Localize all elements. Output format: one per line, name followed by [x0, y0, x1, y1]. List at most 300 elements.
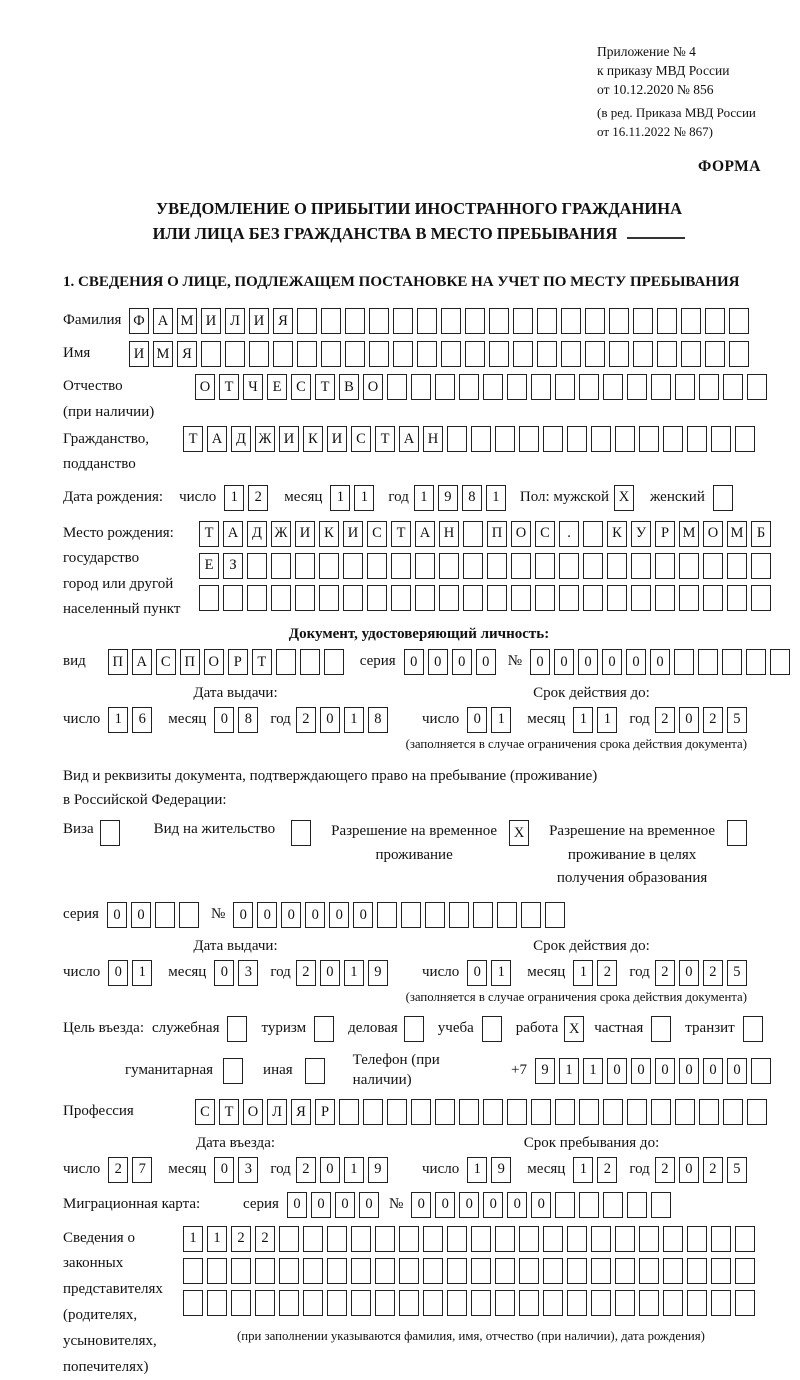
char-box[interactable] [727, 585, 747, 611]
char-box[interactable] [735, 1290, 755, 1316]
char-box[interactable] [387, 1099, 407, 1125]
char-box[interactable] [746, 649, 766, 675]
char-box[interactable]: Ч [243, 374, 263, 400]
char-box[interactable] [663, 1258, 683, 1284]
char-box[interactable] [404, 1016, 424, 1042]
char-box[interactable]: 0 [459, 1192, 479, 1218]
char-box[interactable] [663, 1290, 683, 1316]
char-box[interactable]: С [535, 521, 555, 547]
char-box[interactable]: О [243, 1099, 263, 1125]
char-box[interactable]: 2 [597, 960, 617, 986]
char-box[interactable] [375, 1226, 395, 1252]
char-box[interactable]: Я [273, 308, 293, 334]
char-box[interactable]: 6 [132, 707, 152, 733]
char-box[interactable] [295, 553, 315, 579]
char-box[interactable] [543, 1290, 563, 1316]
char-box[interactable] [591, 1258, 611, 1284]
char-box[interactable]: 9 [438, 485, 458, 511]
char-box[interactable] [463, 585, 483, 611]
char-box[interactable] [300, 649, 320, 675]
char-box[interactable]: М [153, 341, 173, 367]
char-box[interactable] [543, 1226, 563, 1252]
char-box[interactable]: 0 [428, 649, 448, 675]
char-box[interactable] [751, 553, 771, 579]
char-box[interactable] [463, 553, 483, 579]
char-box[interactable] [657, 308, 677, 334]
char-box[interactable] [711, 1290, 731, 1316]
char-box[interactable]: 3 [238, 960, 258, 986]
char-box[interactable]: 2 [655, 960, 675, 986]
char-box[interactable] [511, 585, 531, 611]
char-box[interactable]: 1 [344, 707, 364, 733]
char-box[interactable] [231, 1290, 251, 1316]
char-box[interactable] [276, 649, 296, 675]
char-box[interactable]: 0 [359, 1192, 379, 1218]
char-box[interactable]: 9 [535, 1058, 555, 1084]
char-box[interactable]: С [195, 1099, 215, 1125]
char-box[interactable] [319, 585, 339, 611]
char-box[interactable]: Т [391, 521, 411, 547]
char-box[interactable] [567, 1290, 587, 1316]
char-box[interactable] [603, 1099, 623, 1125]
char-box[interactable]: И [249, 308, 269, 334]
char-box[interactable]: 2 [248, 485, 268, 511]
char-box[interactable]: И [343, 521, 363, 547]
char-box[interactable]: С [291, 374, 311, 400]
char-box[interactable] [545, 902, 565, 928]
char-box[interactable] [417, 308, 437, 334]
char-box[interactable] [633, 308, 653, 334]
char-box[interactable] [679, 553, 699, 579]
char-box[interactable] [439, 553, 459, 579]
char-box[interactable] [471, 426, 491, 452]
char-box[interactable] [591, 1290, 611, 1316]
char-box[interactable]: 0 [679, 960, 699, 986]
char-box[interactable] [627, 374, 647, 400]
char-box[interactable] [223, 585, 243, 611]
char-box[interactable] [655, 585, 675, 611]
char-box[interactable] [687, 1258, 707, 1284]
char-box[interactable]: М [727, 521, 747, 547]
char-box[interactable] [345, 341, 365, 367]
char-box[interactable]: Р [655, 521, 675, 547]
char-box[interactable] [351, 1290, 371, 1316]
char-box[interactable] [751, 1058, 771, 1084]
char-box[interactable] [417, 341, 437, 367]
char-box[interactable]: 0 [214, 1157, 234, 1183]
char-box[interactable]: Л [267, 1099, 287, 1125]
char-box[interactable]: С [351, 426, 371, 452]
char-box[interactable] [567, 426, 587, 452]
char-box[interactable]: 1 [597, 707, 617, 733]
char-box[interactable]: 5 [727, 707, 747, 733]
char-box[interactable] [519, 1226, 539, 1252]
char-box[interactable] [639, 1290, 659, 1316]
char-box[interactable]: С [156, 649, 176, 675]
char-box[interactable]: А [415, 521, 435, 547]
char-box[interactable] [729, 308, 749, 334]
char-box[interactable]: З [223, 553, 243, 579]
char-box[interactable]: 1 [467, 1157, 487, 1183]
char-box[interactable]: 1 [132, 960, 152, 986]
char-box[interactable]: Т [219, 1099, 239, 1125]
char-box[interactable]: 0 [320, 960, 340, 986]
char-box[interactable] [495, 1226, 515, 1252]
char-box[interactable] [705, 308, 725, 334]
char-box[interactable] [183, 1290, 203, 1316]
char-box[interactable] [441, 308, 461, 334]
char-box[interactable]: 0 [483, 1192, 503, 1218]
char-box[interactable]: Р [315, 1099, 335, 1125]
char-box[interactable]: И [129, 341, 149, 367]
char-box[interactable] [482, 1016, 502, 1042]
char-box[interactable]: И [201, 308, 221, 334]
char-box[interactable]: О [195, 374, 215, 400]
char-box[interactable]: 0 [655, 1058, 675, 1084]
char-box[interactable]: 0 [435, 1192, 455, 1218]
char-box[interactable] [679, 585, 699, 611]
char-box[interactable] [425, 902, 445, 928]
char-box[interactable]: 2 [703, 1157, 723, 1183]
char-box[interactable] [225, 341, 245, 367]
char-box[interactable] [279, 1290, 299, 1316]
char-box[interactable] [201, 341, 221, 367]
char-box[interactable]: 5 [727, 960, 747, 986]
char-box[interactable]: X [509, 820, 529, 846]
char-box[interactable]: Е [267, 374, 287, 400]
char-box[interactable] [531, 1099, 551, 1125]
char-box[interactable] [447, 1290, 467, 1316]
char-box[interactable]: 0 [329, 902, 349, 928]
char-box[interactable]: П [487, 521, 507, 547]
char-box[interactable] [199, 585, 219, 611]
char-box[interactable]: К [303, 426, 323, 452]
char-box[interactable] [327, 1290, 347, 1316]
char-box[interactable] [279, 1226, 299, 1252]
char-box[interactable] [727, 820, 747, 846]
char-box[interactable]: 0 [305, 902, 325, 928]
char-box[interactable]: 0 [335, 1192, 355, 1218]
char-box[interactable] [507, 374, 527, 400]
char-box[interactable] [423, 1290, 443, 1316]
char-box[interactable] [399, 1258, 419, 1284]
char-box[interactable] [179, 902, 199, 928]
char-box[interactable] [471, 1226, 491, 1252]
char-box[interactable]: О [204, 649, 224, 675]
char-box[interactable]: 1 [344, 1157, 364, 1183]
char-box[interactable] [631, 553, 651, 579]
char-box[interactable] [699, 374, 719, 400]
char-box[interactable] [339, 1099, 359, 1125]
char-box[interactable]: П [108, 649, 128, 675]
char-box[interactable] [699, 1099, 719, 1125]
char-box[interactable]: С [367, 521, 387, 547]
char-box[interactable]: И [327, 426, 347, 452]
char-box[interactable] [579, 1192, 599, 1218]
char-box[interactable]: 0 [107, 902, 127, 928]
char-box[interactable] [655, 553, 675, 579]
char-box[interactable] [223, 1058, 243, 1084]
char-box[interactable] [747, 1099, 767, 1125]
char-box[interactable] [561, 341, 581, 367]
char-box[interactable] [627, 1192, 647, 1218]
char-box[interactable]: Я [177, 341, 197, 367]
char-box[interactable] [535, 553, 555, 579]
char-box[interactable]: 8 [462, 485, 482, 511]
char-box[interactable]: 1 [344, 960, 364, 986]
char-box[interactable] [471, 1290, 491, 1316]
char-box[interactable] [393, 308, 413, 334]
char-box[interactable]: 8 [238, 707, 258, 733]
char-box[interactable]: Т [252, 649, 272, 675]
char-box[interactable] [465, 308, 485, 334]
char-box[interactable] [674, 649, 694, 675]
char-box[interactable] [375, 1290, 395, 1316]
char-box[interactable]: 1 [354, 485, 374, 511]
char-box[interactable] [447, 1226, 467, 1252]
char-box[interactable] [555, 1099, 575, 1125]
char-box[interactable] [231, 1258, 251, 1284]
char-box[interactable] [393, 341, 413, 367]
char-box[interactable]: И [279, 426, 299, 452]
char-box[interactable]: А [132, 649, 152, 675]
char-box[interactable] [559, 553, 579, 579]
char-box[interactable] [687, 426, 707, 452]
char-box[interactable] [513, 341, 533, 367]
char-box[interactable]: 0 [679, 1157, 699, 1183]
char-box[interactable]: 0 [727, 1058, 747, 1084]
char-box[interactable] [561, 308, 581, 334]
char-box[interactable]: О [511, 521, 531, 547]
char-box[interactable]: 0 [320, 707, 340, 733]
char-box[interactable]: . [559, 521, 579, 547]
char-box[interactable] [321, 341, 341, 367]
char-box[interactable]: А [153, 308, 173, 334]
char-box[interactable] [303, 1290, 323, 1316]
char-box[interactable] [555, 374, 575, 400]
char-box[interactable]: А [207, 426, 227, 452]
char-box[interactable]: 0 [320, 1157, 340, 1183]
char-box[interactable]: 0 [554, 649, 574, 675]
char-box[interactable] [207, 1258, 227, 1284]
char-box[interactable]: 1 [224, 485, 244, 511]
char-box[interactable] [735, 1258, 755, 1284]
char-box[interactable] [255, 1290, 275, 1316]
char-box[interactable]: 1 [414, 485, 434, 511]
char-box[interactable] [483, 1099, 503, 1125]
char-box[interactable] [271, 553, 291, 579]
char-box[interactable]: 3 [238, 1157, 258, 1183]
char-box[interactable]: Б [751, 521, 771, 547]
char-box[interactable] [711, 1226, 731, 1252]
char-box[interactable] [607, 585, 627, 611]
char-box[interactable] [297, 308, 317, 334]
char-box[interactable] [319, 553, 339, 579]
char-box[interactable] [367, 585, 387, 611]
char-box[interactable] [770, 649, 790, 675]
char-box[interactable]: 2 [255, 1226, 275, 1252]
char-box[interactable] [651, 1099, 671, 1125]
char-box[interactable] [585, 308, 605, 334]
char-box[interactable] [351, 1258, 371, 1284]
char-box[interactable] [303, 1226, 323, 1252]
char-box[interactable] [483, 374, 503, 400]
char-box[interactable] [537, 341, 557, 367]
char-box[interactable]: 1 [573, 707, 593, 733]
char-box[interactable] [698, 649, 718, 675]
char-box[interactable]: 1 [486, 485, 506, 511]
char-box[interactable] [471, 1258, 491, 1284]
char-box[interactable]: 2 [655, 1157, 675, 1183]
char-box[interactable] [711, 426, 731, 452]
char-box[interactable] [100, 820, 120, 846]
char-box[interactable]: Я [291, 1099, 311, 1125]
char-box[interactable]: 0 [679, 707, 699, 733]
char-box[interactable] [559, 585, 579, 611]
char-box[interactable]: 0 [287, 1192, 307, 1218]
char-box[interactable] [615, 1226, 635, 1252]
char-box[interactable] [651, 1016, 671, 1042]
char-box[interactable]: 1 [491, 960, 511, 986]
char-box[interactable]: 2 [231, 1226, 251, 1252]
char-box[interactable] [743, 1016, 763, 1042]
char-box[interactable] [297, 341, 317, 367]
char-box[interactable]: 2 [703, 960, 723, 986]
char-box[interactable]: Т [183, 426, 203, 452]
char-box[interactable]: 2 [655, 707, 675, 733]
char-box[interactable]: Е [199, 553, 219, 579]
char-box[interactable] [607, 553, 627, 579]
char-box[interactable] [531, 374, 551, 400]
char-box[interactable] [487, 585, 507, 611]
char-box[interactable]: 0 [607, 1058, 627, 1084]
char-box[interactable]: 0 [703, 1058, 723, 1084]
char-box[interactable] [377, 902, 397, 928]
char-box[interactable]: Т [199, 521, 219, 547]
char-box[interactable]: 2 [108, 1157, 128, 1183]
char-box[interactable] [495, 1290, 515, 1316]
char-box[interactable]: 0 [233, 902, 253, 928]
char-box[interactable] [489, 341, 509, 367]
char-box[interactable]: 0 [507, 1192, 527, 1218]
char-box[interactable]: 0 [631, 1058, 651, 1084]
char-box[interactable] [681, 308, 701, 334]
char-box[interactable] [183, 1258, 203, 1284]
char-box[interactable] [519, 1258, 539, 1284]
char-box[interactable]: 0 [476, 649, 496, 675]
char-box[interactable] [591, 1226, 611, 1252]
char-box[interactable]: 9 [491, 1157, 511, 1183]
char-box[interactable] [591, 426, 611, 452]
char-box[interactable] [327, 1258, 347, 1284]
char-box[interactable] [747, 374, 767, 400]
char-box[interactable]: Ж [255, 426, 275, 452]
char-box[interactable] [439, 585, 459, 611]
char-box[interactable] [255, 1258, 275, 1284]
char-box[interactable] [651, 1192, 671, 1218]
char-box[interactable] [489, 308, 509, 334]
char-box[interactable]: И [295, 521, 315, 547]
char-box[interactable] [567, 1226, 587, 1252]
char-box[interactable] [609, 308, 629, 334]
char-box[interactable] [519, 1290, 539, 1316]
char-box[interactable] [459, 374, 479, 400]
char-box[interactable] [495, 426, 515, 452]
char-box[interactable]: Д [231, 426, 251, 452]
char-box[interactable] [723, 1099, 743, 1125]
char-box[interactable] [681, 341, 701, 367]
char-box[interactable] [314, 1016, 334, 1042]
char-box[interactable]: 2 [703, 707, 723, 733]
char-box[interactable]: 5 [727, 1157, 747, 1183]
char-box[interactable] [583, 553, 603, 579]
char-box[interactable] [519, 426, 539, 452]
char-box[interactable]: 0 [626, 649, 646, 675]
char-box[interactable]: 0 [108, 960, 128, 986]
char-box[interactable] [351, 1226, 371, 1252]
char-box[interactable]: 0 [404, 649, 424, 675]
char-box[interactable]: 8 [368, 707, 388, 733]
char-box[interactable] [615, 1290, 635, 1316]
char-box[interactable] [567, 1258, 587, 1284]
char-box[interactable]: 0 [214, 960, 234, 986]
char-box[interactable] [663, 1226, 683, 1252]
char-box[interactable]: 1 [108, 707, 128, 733]
char-box[interactable] [751, 585, 771, 611]
char-box[interactable]: 0 [578, 649, 598, 675]
char-box[interactable]: 1 [183, 1226, 203, 1252]
char-box[interactable] [487, 553, 507, 579]
char-box[interactable] [609, 341, 629, 367]
char-box[interactable] [579, 1099, 599, 1125]
char-box[interactable] [391, 585, 411, 611]
char-box[interactable] [343, 585, 363, 611]
char-box[interactable] [583, 521, 603, 547]
char-box[interactable] [521, 902, 541, 928]
char-box[interactable] [543, 426, 563, 452]
char-box[interactable]: 2 [296, 1157, 316, 1183]
char-box[interactable] [399, 1290, 419, 1316]
char-box[interactable]: 2 [597, 1157, 617, 1183]
char-box[interactable] [273, 341, 293, 367]
char-box[interactable] [324, 649, 344, 675]
char-box[interactable] [583, 585, 603, 611]
char-box[interactable] [507, 1099, 527, 1125]
char-box[interactable]: 1 [559, 1058, 579, 1084]
char-box[interactable]: 0 [530, 649, 550, 675]
char-box[interactable] [722, 649, 742, 675]
char-box[interactable] [435, 1099, 455, 1125]
char-box[interactable] [687, 1226, 707, 1252]
char-box[interactable]: 1 [207, 1226, 227, 1252]
char-box[interactable]: 0 [467, 960, 487, 986]
char-box[interactable] [247, 585, 267, 611]
char-box[interactable]: 0 [531, 1192, 551, 1218]
char-box[interactable]: М [679, 521, 699, 547]
char-box[interactable] [367, 553, 387, 579]
char-box[interactable] [271, 585, 291, 611]
char-box[interactable]: 0 [281, 902, 301, 928]
char-box[interactable] [415, 585, 435, 611]
char-box[interactable] [249, 341, 269, 367]
char-box[interactable] [369, 341, 389, 367]
char-box[interactable]: 0 [411, 1192, 431, 1218]
char-box[interactable]: 0 [467, 707, 487, 733]
char-box[interactable] [727, 553, 747, 579]
char-box[interactable] [651, 374, 671, 400]
char-box[interactable] [535, 585, 555, 611]
char-box[interactable] [687, 1290, 707, 1316]
